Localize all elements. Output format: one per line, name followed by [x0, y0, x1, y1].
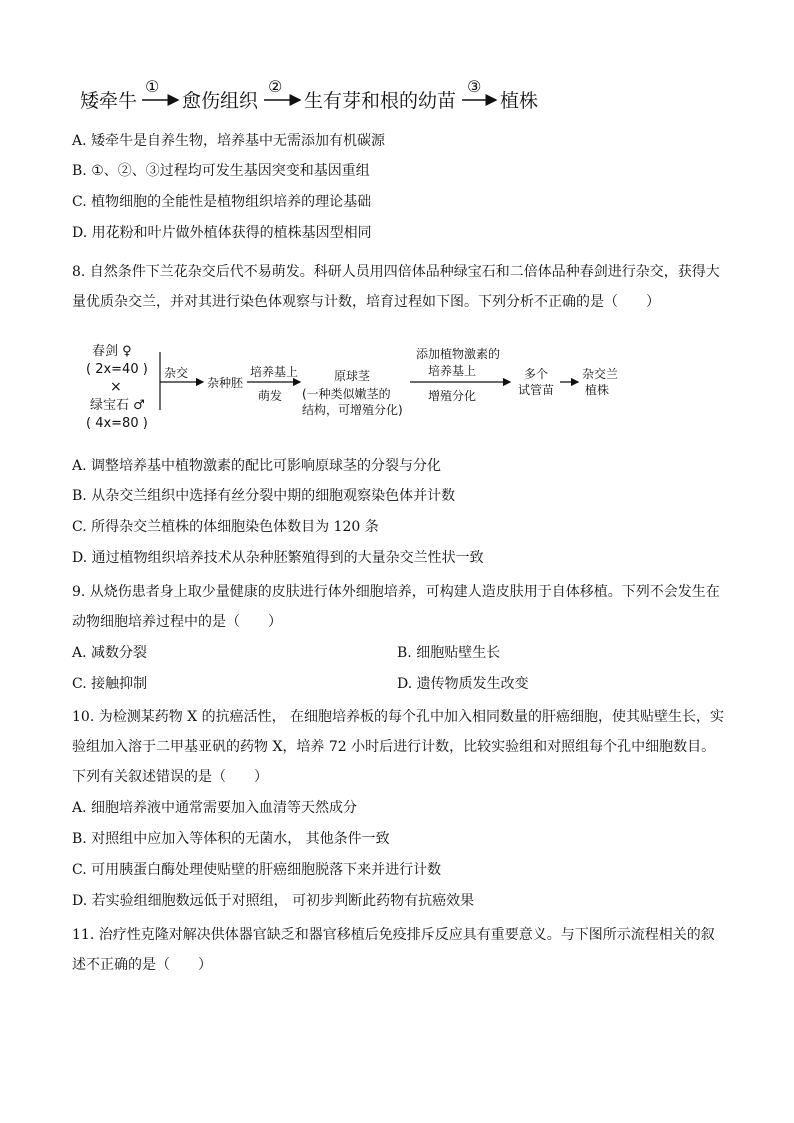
step2-bottom-label: 萌发 [258, 389, 283, 403]
q9-stem-line-1: 9. 从烧伤患者身上取少量健康的皮肤进行体外细胞培养，可构建人造皮肤用于自体移植。下列不会发生在 [72, 584, 720, 600]
q8-option-d: D. 通过植物组织培养技术从杂种胚繁殖得到的大量杂交兰性状一致 [72, 550, 484, 566]
node4-line-2: 植株 [585, 383, 610, 397]
node4-line-1: 杂交兰 [582, 367, 619, 381]
q10-option-d: D. 若实验组细胞数远低于对照组， 可初步判断此药物有抗癌效果 [72, 893, 475, 909]
step3-top-label-2: 培养基上 [428, 364, 477, 378]
q10-option-b: B. 对照组中应加入等体积的无菌水， 其他条件一致 [72, 831, 390, 847]
step3-bottom-label: 增殖分化 [428, 389, 477, 403]
flow-step-2: 愈伤组织 [182, 90, 259, 112]
step3-top-label-1: 添加植物激素的 [416, 347, 501, 361]
q9-option-d: D. 遗传物质发生改变 [397, 676, 529, 692]
node1-hybrid-embryo: 杂种胚 [207, 376, 244, 390]
q7-option-a: A. 矮牵牛是自养生物，培养基中无需添加有机碳源 [72, 133, 386, 149]
q7-option-b: B. ①、②、③过程均可发生基因突变和基因重组 [72, 163, 370, 179]
flow-step-4: 植株 [500, 90, 539, 112]
parent1-chromosome: ( 2x=40 ) [86, 362, 148, 377]
q8-stem-line-2: 量优质杂交兰，并对其进行染色体观察与计数，培育过程如下图。下列分析不正确的是（ ） [72, 294, 660, 310]
flow-arrow-label-3: ③ [467, 77, 482, 96]
node2-desc-2: 结构，可增殖分化) [302, 403, 403, 417]
step2-top-label: 培养基上 [250, 365, 299, 379]
q8-option-b: B. 从杂交兰组织中选择有丝分裂中期的细胞观察染色体并计数 [72, 488, 456, 504]
q9-option-b: B. 细胞贴壁生长 [397, 645, 501, 661]
q10-stem-line-2: 验组加入溶于二甲基亚矾的药物 X，培养 72 小时后进行计数，比较实验组和对照组每个孔中细胞数目。 [72, 739, 716, 755]
q7-option-d: D. 用花粉和叶片做外植体获得的植株基因型相同 [72, 225, 372, 241]
q7-option-c: C. 植物细胞的全能性是植物组织培养的理论基础 [72, 194, 372, 210]
q10-option-c: C. 可用胰蛋白酶处理使贴壁的肝癌细胞脱落下来并进行计数 [72, 862, 442, 878]
cross-symbol: × [110, 379, 122, 395]
q10-option-a: A. 细胞培养液中通常需要加入血清等天然成分 [72, 800, 358, 816]
q10-stem-line-1: 10. 为检测某药物 X 的抗癌活性， 在细胞培养板的每个孔中加入相同数量的肝癌细胞，使其贴壁生长，实 [72, 709, 725, 725]
orchid-breeding-diagram [0, 330, 794, 440]
node2-title: 原球茎 [334, 369, 371, 383]
flow-step-1: 矮牵牛 [80, 90, 138, 112]
flow-arrow-label-2: ② [268, 77, 283, 96]
node2-desc-1: (一种类似嫩茎的 [302, 387, 391, 401]
q8-option-a: A. 调整培养基中植物激素的配比可影响原球茎的分裂与分化 [72, 458, 442, 474]
q8-stem-line-1: 8. 自然条件下兰花杂交后代不易萌发。科研人员用四倍体品种绿宝石和二倍体品种春剑进行杂交，获得大 [72, 264, 720, 280]
node3-line-2: 试管苗 [518, 383, 555, 397]
node3-line-1: 多个 [524, 367, 549, 381]
flow-arrow-label-1: ① [145, 77, 160, 96]
tissue-culture-flow-diagram [0, 74, 794, 124]
flow-step-3: 生有芽和根的幼苗 [304, 90, 457, 112]
parent2-label: 绿宝石 ♂ [90, 398, 145, 413]
q9-stem-line-2: 动物细胞培养过程中的是（ ） [72, 614, 282, 630]
step1-label: 杂交 [164, 366, 189, 380]
q8-option-c: C. 所得杂交兰植株的体细胞染色体数目为 120 条 [72, 519, 379, 535]
q9-option-c: C. 接触抑制 [72, 676, 148, 692]
q11-stem-line-1: 11. 治疗性克隆对解决供体器官缺乏和器官移植后免疫排斥反应具有重要意义。与下图所示流程相关的叙 [72, 927, 715, 943]
q11-stem-line-2: 述不正确的是（ ） [72, 957, 212, 973]
q10-stem-line-3: 下列有关叙述错误的是（ ） [72, 769, 268, 785]
parent2-chromosome: ( 4x=80 ) [86, 416, 148, 431]
q9-option-a: A. 减数分裂 [72, 645, 148, 661]
parent1-label: 春剑 ♀ [92, 344, 132, 359]
